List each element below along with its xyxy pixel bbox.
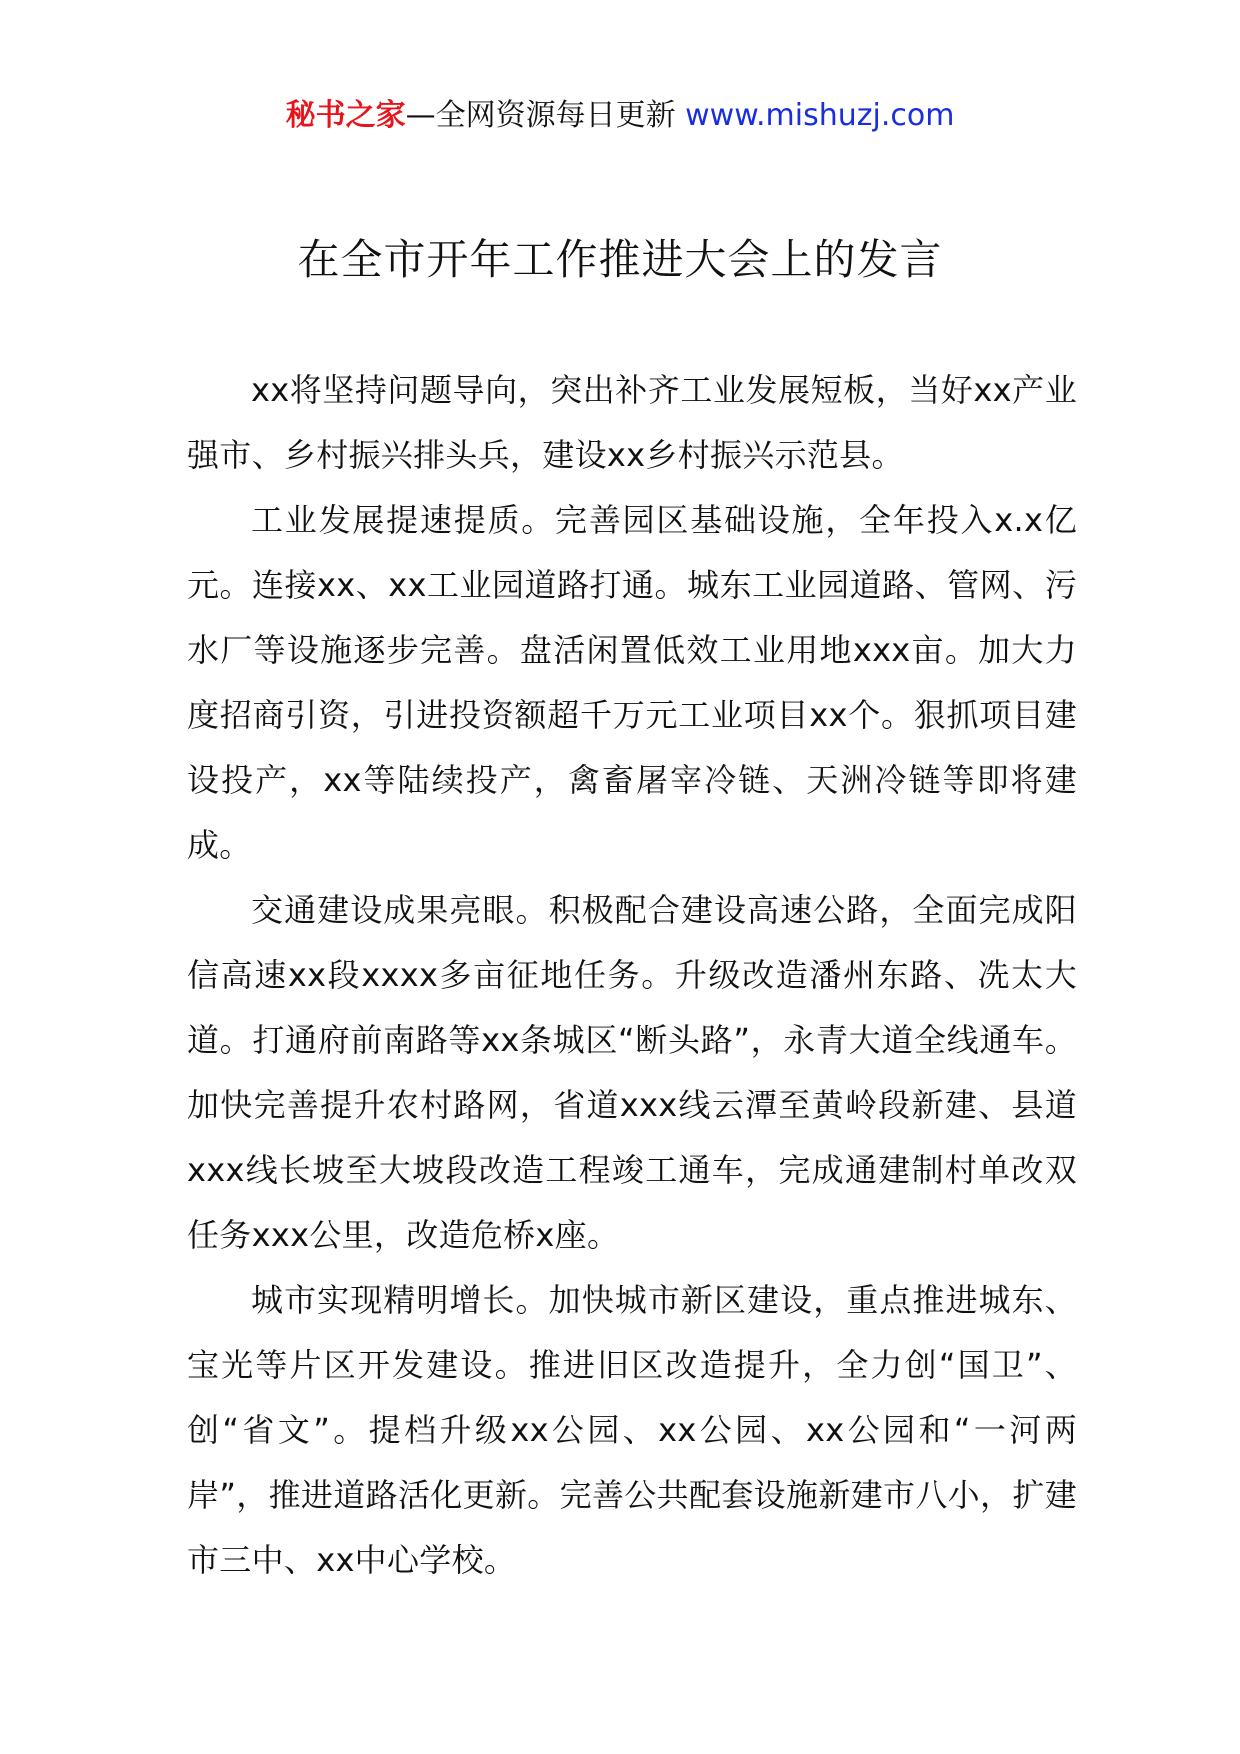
paragraph-intro: xx将坚持问题导向，突出补齐工业发展短板，当好xx产业强市、乡村振兴排头兵，建设xx乡村振兴示范县。 — [187, 371, 1077, 474]
site-tagline: —全网资源每日更新 — [405, 98, 686, 133]
paragraph-urban: 城市实现精明增长。加快城市新区建设，重点推进城东、宝光等片区开发建设。推进旧区改造提升，全力创“国卫”、创“省文”。提档升级xx公园、xx公园、xx公园和“一河两岸”，推进道路活化更新。完善公共配套设施新建市八小，扩建市三中、xx中心学校。 — [187, 1281, 1077, 1579]
paragraph-industry: 工业发展提速提质。完善园区基础设施，全年投入x.x亿元。连接xx、xx工业园道路打通。城东工业园道路、管网、污水厂等设施逐步完善。盘活闲置低效工业用地xxx亩。加大力度招商引资，引进投资额超千万元工业项目xx个。狠抓项目建设投产，xx等陆续投产，禽畜屠宰冷链、天洲冷链等即将建成。 — [187, 501, 1077, 864]
site-header — [0, 96, 1240, 136]
site-brand: 秘书之家 — [285, 98, 406, 133]
document-title: 在全市开年工作推进大会上的发言 — [297, 235, 943, 284]
document-body — [187, 358, 1077, 1593]
paragraph-transport: 交通建设成果亮眼。积极配合建设高速公路，全面完成阳信高速xx段xxxx多亩征地任务。升级改造潘州东路、冼太大道。打通府前南路等xx条城区“断头路”，永青大道全线通车。加快完善提升农村路网，省道xxx线云潭至黄岭段新建、县道xxx线长坡至大坡段改造工程竣工通车，完成通建制村单改双任务xxx公里，改造危桥x座。 — [187, 891, 1077, 1254]
site-url-link[interactable]: www.mishuzj.com — [685, 98, 955, 133]
